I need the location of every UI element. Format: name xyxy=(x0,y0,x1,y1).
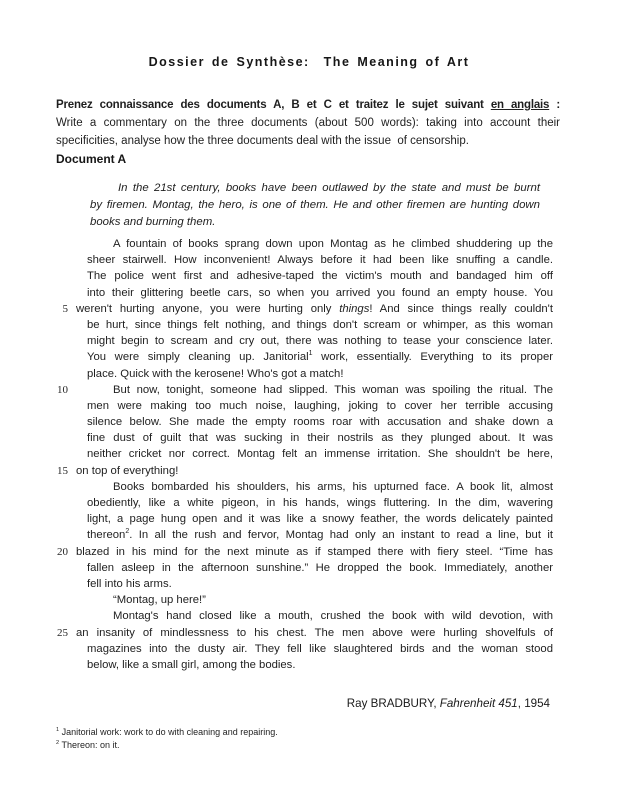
text-segment: : xyxy=(549,99,560,111)
excerpt-line xyxy=(0,398,618,414)
text-segment: be hurt, since things felt nothing, and things don't scream or whimper, as this woman xyxy=(87,318,553,331)
excerpt-line xyxy=(0,657,618,673)
footnote xyxy=(56,739,278,752)
attribution xyxy=(347,697,550,710)
excerpt-line xyxy=(0,252,618,268)
excerpt-line xyxy=(0,544,618,560)
text-segment: obediently, like a white pigeon, in his hands, wings fluttering. In the dim, wavering xyxy=(87,497,553,509)
excerpt-line xyxy=(0,592,618,608)
text-segment: . In all the rush and fervor, Montag had only an instant to read a line, but it xyxy=(129,529,553,542)
text-segment: books and burning them. xyxy=(90,216,216,228)
excerpt-line xyxy=(0,446,618,462)
text-segment: might begin to scream and cry out, there was nothing to tease your conscience later. xyxy=(87,335,553,348)
excerpt-line xyxy=(0,463,618,479)
text-segment: Write a commentary on the three documents (about 500 words): taking into account their xyxy=(56,117,560,129)
footnote xyxy=(56,726,278,739)
footnote-marker: 1 xyxy=(308,350,313,358)
text-segment: on top of everything! xyxy=(76,464,179,477)
excerpt-line xyxy=(0,641,618,657)
excerpt-line xyxy=(0,608,618,624)
excerpt-line xyxy=(0,495,618,511)
excerpt-line xyxy=(0,576,618,592)
text-segment: Fahrenheit 451 xyxy=(439,697,518,710)
excerpt-line xyxy=(0,625,618,641)
text-segment: Ray BRADBURY, xyxy=(346,697,440,710)
excerpt-text xyxy=(87,592,553,608)
text-segment: Montag's hand closed like a mouth, crushed the book with wild devotion, with xyxy=(113,610,553,623)
excerpt-text xyxy=(87,495,553,511)
intro-line xyxy=(90,180,540,197)
text-segment: You were simply cleaning up. Janitorial xyxy=(87,351,309,364)
page-title: Dossier de Synthèse: The Meaning of Art xyxy=(148,55,470,69)
text-segment: A fountain of books sprang down upon Montag as he climbed shuddering up the xyxy=(113,238,553,250)
excerpt-text xyxy=(87,398,553,414)
text-segment: fallen asleep in the afternoon sunshine.” He dropped the book. Immediately, another xyxy=(87,561,553,574)
excerpt-line xyxy=(0,560,618,576)
excerpt-text xyxy=(87,252,553,268)
text-segment: thereon xyxy=(87,529,126,542)
line-number: 15 xyxy=(57,464,68,477)
excerpt-line xyxy=(0,268,618,284)
excerpt-line xyxy=(0,285,618,301)
text-segment: place. Quick with the kerosene! Who's got a match! xyxy=(87,367,344,380)
excerpt-text xyxy=(76,463,553,479)
text-segment: Prenez connaissance des documents A, B et C et traitez le sujet suivant xyxy=(56,99,491,111)
text-segment: men were making too much noise, laughing, joking to cover her terrible accusing xyxy=(87,399,553,412)
footnote-marker: 1 xyxy=(56,727,60,733)
excerpt-line xyxy=(0,236,618,252)
text-segment: blazed in his mind for the next minute as if stamped there with fiery steel. “Time has xyxy=(76,545,553,558)
excerpt-line xyxy=(0,301,618,317)
instruction-line xyxy=(56,114,560,132)
text-segment: light, a page hung open and it was like a snowy feather, the words delicately painted xyxy=(87,513,553,526)
text-segment: things xyxy=(339,302,370,315)
footnote-marker: 2 xyxy=(56,740,60,746)
excerpt-text xyxy=(87,527,553,543)
text-segment: an insanity of mindlessness to his chest. The men above were hurling shovelfuls of xyxy=(76,626,553,639)
excerpt-text xyxy=(87,479,553,495)
excerpt-text xyxy=(87,511,553,527)
line-number: 10 xyxy=(57,383,68,396)
excerpt-text xyxy=(87,268,553,284)
excerpt-text xyxy=(87,576,553,592)
instructions xyxy=(56,96,560,150)
text-segment: fell into his arms. xyxy=(87,577,172,590)
excerpt-text xyxy=(87,446,553,462)
excerpt-text xyxy=(87,236,553,252)
excerpt-line xyxy=(0,349,618,365)
excerpt-text xyxy=(87,657,553,673)
excerpt-line xyxy=(0,366,618,382)
excerpt-line xyxy=(0,430,618,446)
footnote-marker: 2 xyxy=(125,528,130,536)
excerpt-line xyxy=(0,333,618,349)
excerpt-line xyxy=(0,382,618,398)
excerpt-text xyxy=(87,349,553,365)
excerpt-line xyxy=(0,511,618,527)
excerpt-text xyxy=(87,366,553,382)
line-number: 25 xyxy=(57,626,68,639)
excerpt-text xyxy=(87,608,553,624)
text-segment: fine dust of guilt that was sucking in their nostrils as they plunged about. It was xyxy=(87,432,553,445)
text-segment: below, like a small girl, among the bodies. xyxy=(87,658,296,671)
text-segment: , 1954 xyxy=(517,697,550,710)
text-segment: But now, tonight, someone had slipped. This woman was spoiling the ritual. The xyxy=(113,383,553,396)
excerpt-text xyxy=(87,333,553,349)
excerpt-text xyxy=(87,641,553,657)
instruction-line xyxy=(56,132,560,150)
text-segment: by firemen. Montag, the hero, is one of them. He and other firemen are hunting down xyxy=(90,199,540,211)
intro-paragraph xyxy=(90,180,540,231)
document-a-label: Document A xyxy=(56,152,127,166)
text-segment: magazines into the dusty air. They fell like slaughtered birds and the woman stood xyxy=(87,642,553,655)
footnotes xyxy=(56,726,278,752)
text-segment: In the 21st century, books have been outlawed by the state and must be burnt xyxy=(118,182,540,194)
excerpt-line xyxy=(0,317,618,333)
excerpt-text xyxy=(76,625,553,641)
footnote-text: Janitorial work: work to do with cleaning and repairing. xyxy=(59,727,278,737)
text-segment: sheer stairwell. How inconvenient! Always before it had been like snuffing a candle. xyxy=(87,254,553,267)
text-segment: weren't hurting anyone, you were hurting only xyxy=(76,302,340,315)
excerpt-text xyxy=(87,414,553,430)
text-segment: neither cricket nor correct. Montag felt an immense irritation. She shouldn't be here, xyxy=(87,448,553,461)
text-segment: en anglais xyxy=(490,99,550,111)
excerpt-line xyxy=(0,414,618,430)
text-segment: specificities, analyse how the three documents deal with the issue of censorship. xyxy=(56,135,469,147)
text-segment: Books bombarded his shoulders, his arms, his upturned face. A book lit, almost xyxy=(113,480,553,493)
text-segment: work, essentially. Everything to its proper xyxy=(312,351,553,364)
excerpt-text xyxy=(76,301,553,317)
text-segment: The police went first and adhesive-taped the victim's mouth and bandaged him off xyxy=(87,270,553,283)
intro-line xyxy=(90,214,540,231)
intro-line xyxy=(90,197,540,214)
text-segment: “Montag, up here!” xyxy=(113,594,206,607)
text-segment: into their glittering beetle cars, so when you arrived you found an empty house. You xyxy=(87,286,553,299)
excerpt-line xyxy=(0,527,618,543)
line-number: 5 xyxy=(62,302,68,315)
excerpt-text xyxy=(87,382,553,398)
excerpt-text xyxy=(87,560,553,576)
excerpt-line xyxy=(0,479,618,495)
line-number: 20 xyxy=(57,545,68,558)
instruction-line xyxy=(56,96,560,114)
footnote-text: Thereon: on it. xyxy=(59,740,120,750)
excerpt-text xyxy=(87,430,553,446)
text-segment: silence below. She made the empty rooms roar with accusation and shake down a xyxy=(87,416,553,429)
excerpt-text xyxy=(76,544,553,560)
excerpt-text xyxy=(87,317,553,333)
text-segment: ! And since things really couldn't xyxy=(369,302,553,315)
excerpt-text xyxy=(87,285,553,301)
excerpt xyxy=(0,236,618,673)
